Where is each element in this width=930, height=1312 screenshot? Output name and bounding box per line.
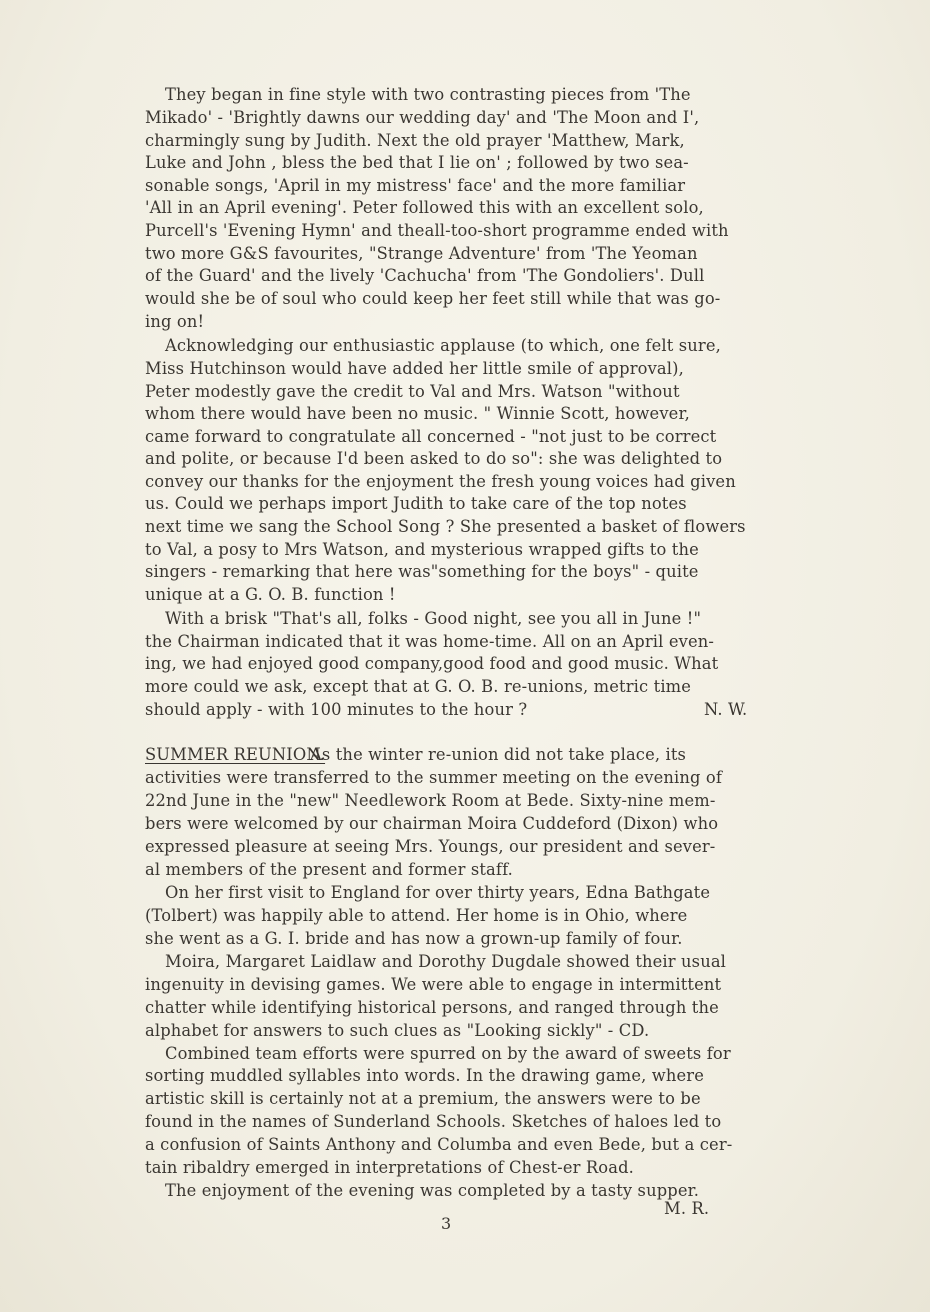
text-line: Combined team efforts were spurred on by the award of sweets for [165, 1044, 731, 1063]
text-line: expressed pleasure at seeing Mrs. Youngs, our president and sever- [145, 837, 716, 856]
text-line: Acknowledging our enthusiastic applause (to which, one felt sure, [165, 336, 721, 355]
text-line: With a brisk "That's all, folks - Good night, see you all in June !" [165, 609, 702, 628]
text-line: sorting muddled syllables into words. In the drawing game, where [145, 1066, 705, 1085]
page-number: 3 [441, 1214, 452, 1233]
text-line: next time we sang the School Song ? She presented a basket of flowers [145, 517, 746, 536]
text-line: to Val, a posy to Mrs Watson, and mysterious wrapped gifts to the [145, 540, 699, 559]
text-line: ingenuity in devising games. We were able to engage in intermittent [145, 975, 722, 994]
text-line: artistic skill is certainly not at a premium, the answers were to be [145, 1089, 701, 1108]
text-line: al members of the present and former staff. [145, 860, 513, 879]
text-line: charmingly sung by Judith. Next the old prayer 'Matthew, Mark, [145, 131, 685, 150]
author-initials: M. R. [664, 1199, 710, 1218]
text-line: the Chairman indicated that it was home-time. All on an April even- [145, 632, 715, 651]
text-line: Mikado' - 'Brightly dawns our wedding day' and 'The Moon and I', [145, 108, 700, 127]
text-line: should apply - with 100 minutes to the hour ? [145, 700, 528, 719]
text-line: Moira, Margaret Laidlaw and Dorothy Dugdale showed their usual [165, 952, 727, 971]
text-line: of the Guard' and the lively 'Cachucha' from 'The Gondoliers'. Dull [145, 266, 705, 285]
author-initials: N. W. [704, 700, 748, 719]
text-line: alphabet for answers to such clues as "Looking sickly" - CD. [145, 1021, 650, 1040]
text-line: ing, we had enjoyed good company,good food and good music. What [145, 654, 719, 673]
text-line: she went as a G. I. bride and has now a grown-up family of four. [145, 929, 683, 948]
section-heading: SUMMER REUNION. [145, 745, 326, 764]
text-line: sonable songs, 'April in my mistress' face' and the more familiar [145, 176, 686, 195]
text-line: more could we ask, except that at G. O. B. re-unions, metric time [145, 677, 692, 696]
text-line: found in the names of Sunderland Schools. Sketches of haloes led to [145, 1112, 722, 1131]
text-line: They began in fine style with two contrasting pieces from 'The [165, 85, 691, 104]
text-line: activities were transferred to the summer meeting on the evening of [145, 768, 723, 787]
text-line: whom there would have been no music. " Winnie Scott, however, [145, 404, 690, 423]
text-line: unique at a G. O. B. function ! [145, 585, 396, 604]
text-line: Purcell's 'Evening Hymn' and theall-too-short programme ended with [145, 221, 729, 240]
text-line: came forward to congratulate all concerned - "not just to be correct [145, 427, 717, 446]
text-line: a confusion of Saints Anthony and Columba and even Bede, but a cer- [145, 1135, 733, 1154]
text-line: singers - remarking that here was"something for the boys" - quite [145, 562, 699, 581]
text-line: tain ribaldry emerged in interpretations of Chest-er Road. [145, 1158, 634, 1177]
text-line: us. Could we perhaps import Judith to take care of the top notes [145, 494, 687, 513]
text-line: (Tolbert) was happily able to attend. Her home is in Ohio, where [145, 906, 688, 925]
text-line: bers were welcomed by our chairman Moira Cuddeford (Dixon) who [145, 814, 719, 833]
text-line: 'All in an April evening'. Peter followed this with an excellent solo, [145, 198, 704, 217]
text-line: and polite, or because I'd been asked to do so": she was delighted to [145, 449, 723, 468]
text-line: Miss Hutchinson would have added her little smile of approval), [145, 359, 684, 378]
text-line: The enjoyment of the evening was completed by a tasty supper. [165, 1181, 700, 1200]
text-line: two more G&S favourites, "Strange Adventure' from 'The Yeoman [145, 244, 698, 263]
text-line: chatter while identifying historical persons, and ranged through the [145, 998, 719, 1017]
text-line: Peter modestly gave the credit to Val and Mrs. Watson "without [145, 382, 680, 401]
text-line: Luke and John , bless the bed that I lie on' ; followed by two sea- [145, 153, 689, 172]
text-line: would she be of soul who could keep her feet still while that was go- [145, 289, 721, 308]
text-line: As the winter re-union did not take place, its [310, 745, 687, 764]
text-line: convey our thanks for the enjoyment the fresh young voices had given [145, 472, 736, 491]
text-line: 22nd June in the "new" Needlework Room at Bede. Sixty-nine mem- [145, 791, 716, 810]
text-line: ing on! [145, 312, 205, 331]
text-line: On her first visit to England for over thirty years, Edna Bathgate [165, 883, 711, 902]
